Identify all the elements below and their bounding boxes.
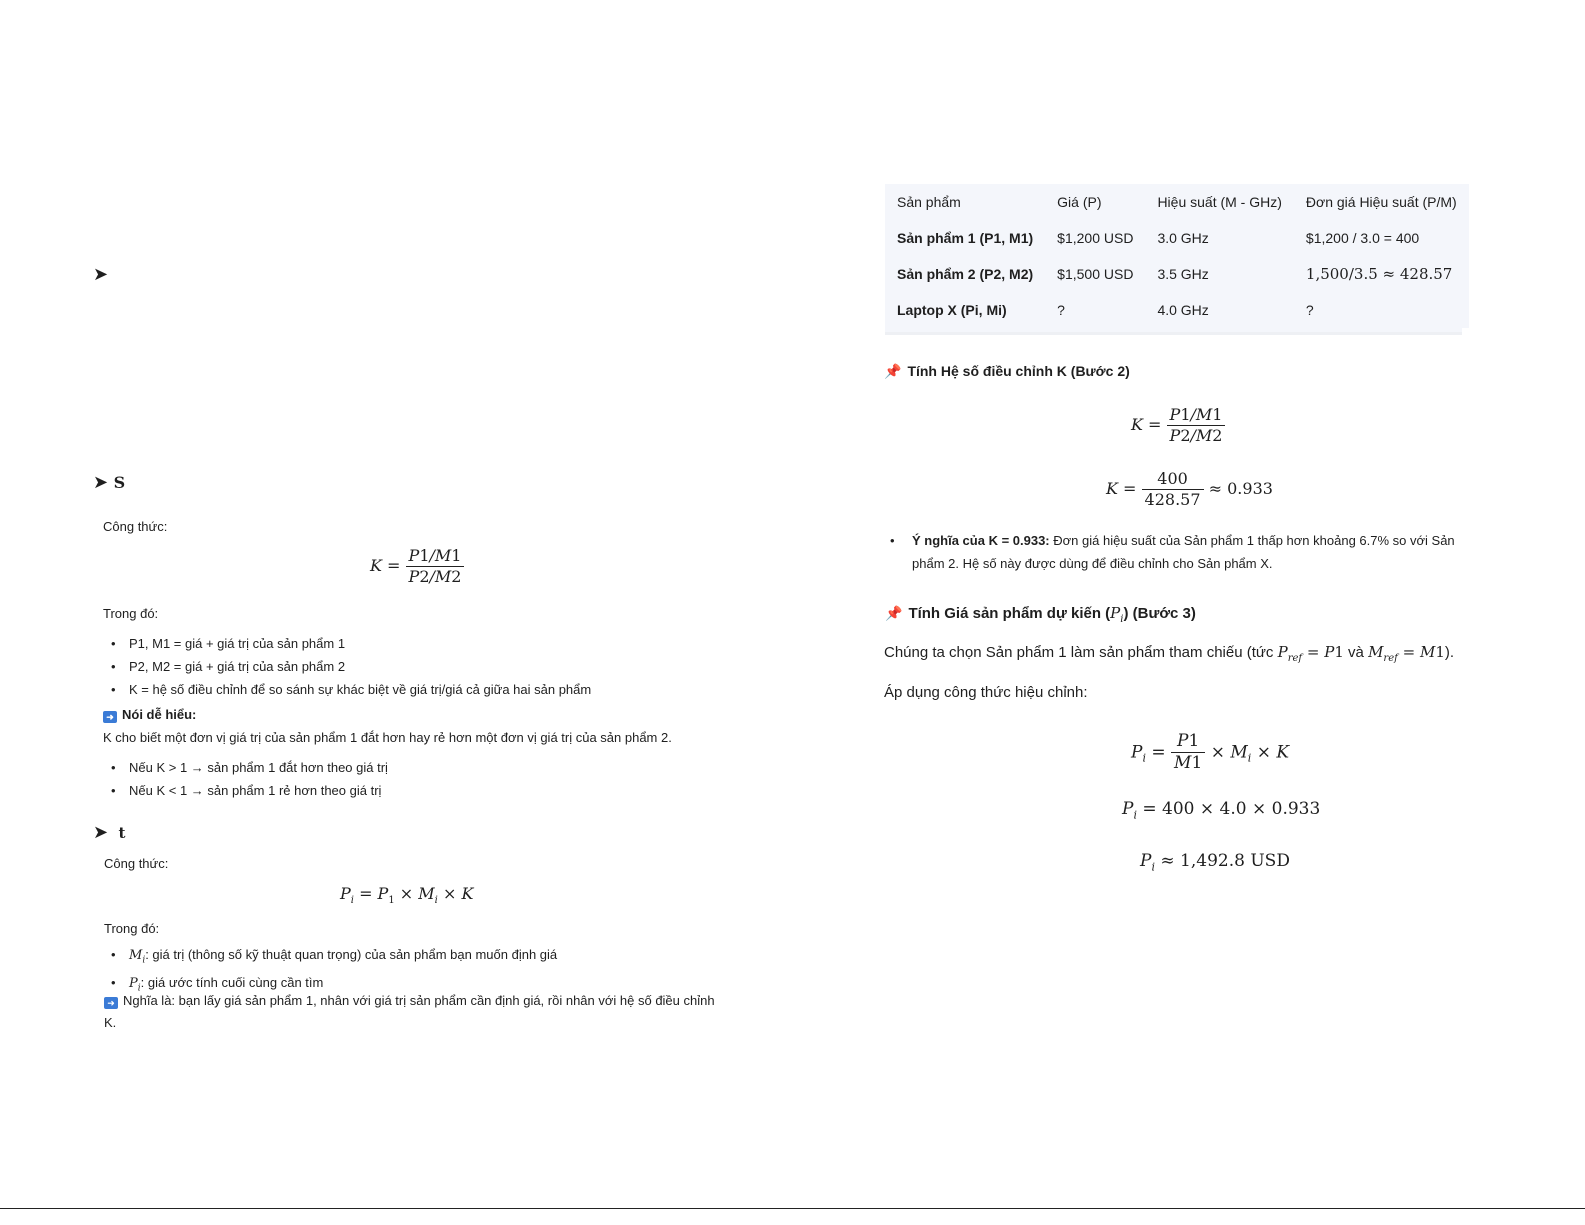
- data-table-container: [885, 184, 1462, 335]
- formula-k-left: K = $\frac{P1/M1}{P2/M2}$: [370, 546, 464, 587]
- where1-label: Trong đó:: [103, 606, 159, 621]
- data-table: [885, 184, 1469, 328]
- step2-title: Tính Hệ số điều chỉnh K (Bước 2): [907, 363, 1130, 379]
- arrow-heading-2: [93, 472, 125, 493]
- list-item: • P1, M1 = giá + giá trị của sản phẩm 1: [103, 632, 591, 655]
- table-cell: 3.5 GHz: [1157, 266, 1209, 282]
- table-header-cell: Đơn giá Hiệu suất (P/M): [1305, 194, 1457, 210]
- list-item: • P2, M2 = giá + giá trị của sản phẩm 2: [103, 655, 591, 678]
- meaning-text: ➜ Nghĩa là: bạn lấy giá sản phẩm 1, nhân với giá trị sản phẩm cần định giá, rồi nhân với hệ số điều chỉnh: [104, 993, 715, 1009]
- formula1-label: Công thức:: [103, 519, 168, 534]
- pushpin-icon: 📌: [885, 605, 903, 621]
- table-row: [885, 292, 1469, 328]
- table-cell: Sản phẩm 2 (P2, M2): [897, 266, 1034, 282]
- table-cell: 1,500/3.5 ≈ 428.57: [1305, 265, 1453, 283]
- formula-pi-right: $P_i$ = $\frac{P1}{M1}$ × $M_i \times K$: [1131, 731, 1290, 774]
- where2-label: Trong đó:: [104, 921, 160, 936]
- list-item: • $P_i$: giá ước tính cuối cùng cần tìm: [103, 972, 557, 1000]
- table-cell: 4.0 GHz: [1157, 302, 1209, 318]
- table-cell: $1,500 USD: [1057, 266, 1134, 282]
- arrow-marker-2: ➤: [93, 472, 109, 493]
- arrow-heading-3: [93, 822, 125, 843]
- formula-pi-result: $P_i \approx 1,492.8$ USD: [1140, 851, 1290, 874]
- table-cell: ?: [1057, 302, 1065, 318]
- list-item: • Ý nghĩa của K = 0.933: Đơn giá hiệu suất của Sản phẩm 1 thấp hơn khoảng 6.7% so với Sản phẩm 2. Hệ số này được dùng để điều chỉnh cho Sản phẩm X.: [890, 533, 1455, 571]
- formula-pi-calc: $P_i = 400 \times 4.0 \times 0.933$: [1122, 799, 1321, 822]
- table-cell: 3.0 GHz: [1157, 230, 1209, 246]
- easy-label: Nói dễ hiểu:: [122, 707, 197, 722]
- table-cell: $1,200 USD: [1057, 230, 1134, 246]
- table-cell: ?: [1305, 302, 1314, 318]
- list-item: • Nếu K < 1 → sản phẩm 1 rẻ hơn theo giá trị: [103, 779, 388, 802]
- page-bottom-divider: [0, 1208, 1585, 1209]
- table-header-cell: Sản phẩm: [897, 194, 961, 210]
- list-item: • $M_i$: giá trị (thông số kỹ thuật quan trọng) của sản phẩm bạn muốn định giá: [103, 944, 557, 972]
- arrow-marker-3: ➤: [93, 822, 109, 843]
- table-row: [885, 256, 1469, 292]
- table-header-cell: Hiệu suất (M - GHz): [1157, 194, 1282, 210]
- list-item: • Nếu K > 1 → sản phẩm 1 đắt hơn theo giá trị: [103, 756, 388, 779]
- table-cell: Sản phẩm 1 (P1, M1): [897, 230, 1034, 246]
- heading-2-text: S: [113, 473, 126, 492]
- step3-heading: 📌 Tính Giá sản phẩm dự kiến $(P_i)$ (Bước 3): [885, 604, 1196, 625]
- step3-apply: Áp dụng công thức hiệu chỉnh:: [884, 684, 1088, 701]
- table-cell: Laptop X (Pi, Mi): [897, 302, 1007, 318]
- table-header-row: [885, 184, 1469, 220]
- formula-pi-left: $P_i = P_1 \times M_i \times K$: [340, 884, 474, 907]
- step2-heading: [884, 363, 1130, 380]
- easy-heading: [103, 707, 196, 723]
- easy-list: [103, 756, 388, 802]
- meaning-text-2: K.: [104, 1015, 117, 1030]
- heading-3-text: t: [118, 824, 126, 842]
- where1-list: [103, 632, 591, 701]
- easy-text: K cho biết một đơn vị giá trị của sản phẩm 1 đắt hơn hay rẻ hơn một đơn vị giá trị của sản phẩm 2.: [103, 730, 672, 745]
- arrow-marker-1: ➤: [93, 264, 109, 285]
- table-header-cell: Giá (P): [1057, 194, 1102, 210]
- list-item: • K = hệ số điều chỉnh để so sánh sự khác biệt về giá trị/giá cả giữa hai sản phẩm: [103, 678, 591, 701]
- right-arrow-icon: ➜: [104, 997, 118, 1009]
- step3-intro: Chúng ta chọn Sản phẩm 1 làm sản phẩm tham chiếu (tức $P_{ref} = P1$ và $M_{ref} = M1$).: [884, 643, 1455, 664]
- formula2-label: Công thức:: [104, 856, 169, 871]
- where2-list: [103, 944, 557, 999]
- step2-meaning: [884, 529, 1455, 575]
- table-row: [885, 220, 1469, 256]
- formula-k-right: K = $\frac{P1/M1}{P2/M2}$: [1131, 405, 1225, 446]
- table-cell: $1,200 / 3.0 = 400: [1305, 230, 1420, 246]
- right-arrow-icon: ➜: [103, 711, 117, 723]
- pushpin-icon: 📌: [884, 363, 902, 379]
- formula-k-value: K = $\frac{400}{428.57}$ ≈ 0.933: [1106, 469, 1273, 509]
